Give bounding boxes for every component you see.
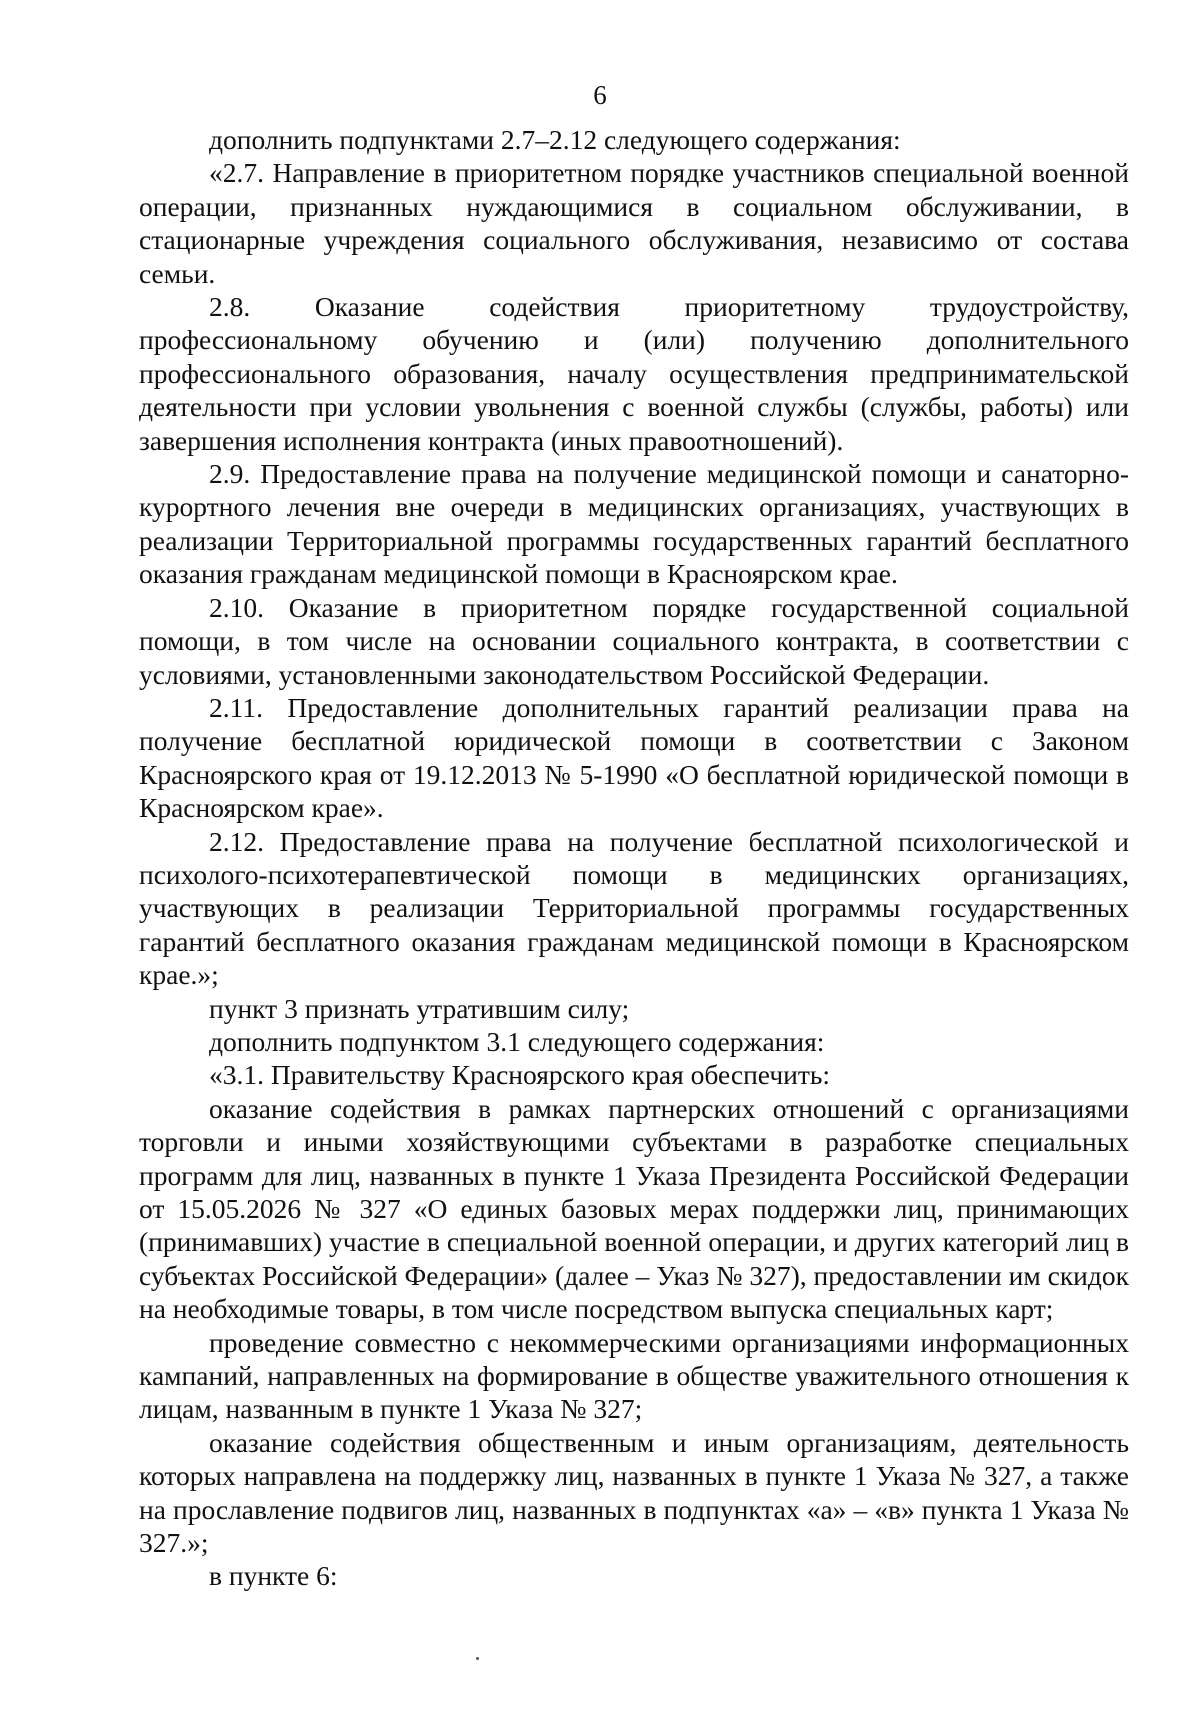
paragraph-point-6: в пункте 6:	[209, 1560, 338, 1592]
paragraph-campaigns: проведение совместно с некоммерческими организациями информационных кампаний, направленных на формирование в обществе уважительного отношения к лицам, названным в пункте 1 Указа № 327;	[139, 1326, 1129, 1425]
document-body	[139, 123, 1129, 1593]
paragraph-intro: дополнить подпунктами 2.7–2.12 следующего содержания:	[209, 124, 901, 155]
paragraph-assistance: оказание содействия общественным и иным организациям, деятельность которых направлена на поддержку лиц, названных в пункте 1 Указа № 327, а также на прославление подвигов лиц, названных в подпунктах «а» – «в» пункта 1 Указа № 327.»;	[139, 1426, 1129, 1559]
paragraph-2-12: 2.12. Предоставление права на получение бесплатной психологической и психолого-психотерапевтической помощи в медицинских организациях, участвующих в реализации Территориальной программы государственных гарантий бесплатного оказания гражданам медицинской помощи в Красноярском крае.»;	[139, 825, 1129, 991]
paragraph-2-11: 2.11. Предоставление дополнительных гарантий реализации права на получение бесплатной юридической помощи в соответствии с Законом Красноярского края от 19.12.2013 № 5-1990 «О бесплатной юридической помощи в Красноярском крае».	[139, 691, 1129, 824]
scan-speck	[476, 1657, 479, 1660]
paragraph-point-3: пункт 3 признать утратившим силу;	[209, 992, 630, 1024]
paragraph-2-8: 2.8. Оказание содействия приоритетному трудоустройству, профессиональному обучению и (или) получению дополнительного профессионального образования, началу осуществления предпринимательской деятельности при условии увольнения с военной службы (службы, работы) или завершения исполнения контракта (иных правоотношений).	[139, 291, 1129, 456]
paragraph-2-10: 2.10. Оказание в приоритетном порядке государственной социальной помощи, в том числе на основании социального контракта, в соответствии с условиями, установленными законодательством Российской Федерации.	[139, 591, 1129, 690]
paragraph-add-3-1: дополнить подпунктом 3.1 следующего содержания:	[209, 1025, 825, 1057]
page-number: 6	[593, 80, 607, 110]
paragraph-3-1: «3.1. Правительству Красноярского края обеспечить:	[209, 1059, 831, 1091]
paragraph-2-7: «2.7. Направление в приоритетном порядке участников специальной военной операции, признанных нуждающимися в социальном обслуживании, в стационарные учреждения социального обслуживания, независимо от состава семьи.	[139, 157, 1129, 289]
paragraph-partnership: оказание содействия в рамках партнерских отношений с организациями торговли и иными хозяйствующими субъектами в разработке специальных программ для лиц, названных в пункте 1 Указа Президента Российской Федерации от 15.05.2026 № 327 «О единых базовых мерах поддержки лиц, принимающих (принимавших) участие в специальной военной операции, и других категорий лиц в субъектах Российской Федерации» (далее – Указ № 327), предоставлении им скидок на необходимые товары, в том числе посредством выпуска специальных карт;	[139, 1092, 1129, 1325]
paragraph-2-9: 2.9. Предоставление права на получение медицинской помощи и санаторно-курортного лечения вне очереди в медицинских организациях, участвующих в реализации Территориальной программы государственных гарантий бесплатного оказания гражданам медицинской помощи в Красноярском крае.	[139, 458, 1129, 590]
